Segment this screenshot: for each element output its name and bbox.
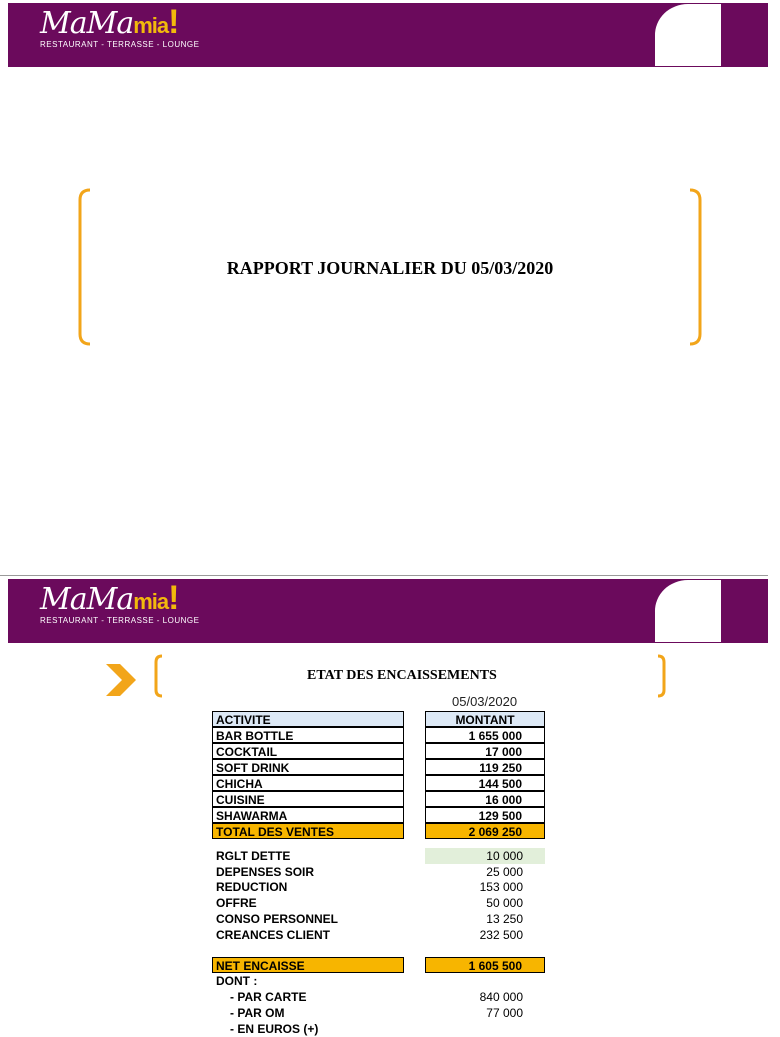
brand-exclamation: ! xyxy=(168,3,179,41)
activity-label: SHAWARMA xyxy=(212,807,404,823)
brand-tagline: RESTAURANT - TERRASSE - LOUNGE xyxy=(40,40,200,49)
brand-name-part2: mia xyxy=(133,589,169,614)
activity-amount: 16 000 xyxy=(425,791,545,807)
activity-label: CUISINE xyxy=(212,791,404,807)
payment-label: - PAR OM xyxy=(230,1006,285,1020)
brand-name-part1: MaMa xyxy=(40,582,134,617)
activity-label: CHICHA xyxy=(212,775,404,791)
activity-label: COCKTAIL xyxy=(212,743,404,759)
report-date: 05/03/2020 xyxy=(452,694,518,709)
chevron-right-icon xyxy=(106,664,136,696)
activity-label: BAR BOTTLE xyxy=(212,727,404,743)
header-drop-shape xyxy=(655,580,721,642)
brand-name-part2: mia xyxy=(133,13,169,38)
total-sales-amount: 2 069 250 xyxy=(425,823,545,839)
adjustment-amount: 153 000 xyxy=(479,880,523,894)
brand-name-part1: MaMa xyxy=(40,6,134,41)
payment-label: - EN EUROS (+) xyxy=(230,1022,319,1036)
report-title: RAPPORT JOURNALIER DU 05/03/2020 xyxy=(226,258,554,278)
net-cashed-label: NET ENCAISSE xyxy=(212,957,404,973)
adjustment-label: CREANCES CLIENT xyxy=(216,928,331,942)
activity-amount: 1 655 000 xyxy=(425,727,545,743)
activity-amount: 144 500 xyxy=(425,775,545,791)
left-bracket xyxy=(152,654,164,698)
column-header-montant: MONTANT xyxy=(425,711,545,727)
brand-logo xyxy=(40,579,200,625)
payment-label: - PAR CARTE xyxy=(230,990,307,1004)
activity-amount: 17 000 xyxy=(425,743,545,759)
adjustment-amount: 25 000 xyxy=(486,865,523,879)
dont-label: DONT : xyxy=(216,974,258,988)
adjustment-amount: 50 000 xyxy=(486,896,523,910)
brand-logo xyxy=(40,3,200,49)
header-bar xyxy=(0,0,768,70)
adjustment-label: DEPENSES SOIR xyxy=(216,865,315,879)
adjustment-amount: 10 000 xyxy=(425,848,545,864)
adjustment-amount: 232 500 xyxy=(479,928,523,942)
net-cashed-amount: 1 605 500 xyxy=(425,957,545,973)
column-header-activite: ACTIVITE xyxy=(212,711,404,727)
payment-amount: 77 000 xyxy=(486,1006,523,1020)
adjustment-label: OFFRE xyxy=(216,896,257,910)
payment-amount: 840 000 xyxy=(479,990,523,1004)
activity-amount: 129 500 xyxy=(425,807,545,823)
activity-amount: 119 250 xyxy=(425,759,545,775)
adjustment-label: REDUCTION xyxy=(216,880,288,894)
section-heading: ETAT DES ENCAISSEMENTS xyxy=(307,668,497,683)
adjustment-label: CONSO PERSONNEL xyxy=(216,912,339,926)
activity-label: SOFT DRINK xyxy=(212,759,404,775)
adjustment-label: RGLT DETTE xyxy=(216,849,291,863)
brand-exclamation: ! xyxy=(168,579,179,617)
adjustment-amount: 13 250 xyxy=(486,912,523,926)
brand-tagline: RESTAURANT - TERRASSE - LOUNGE xyxy=(40,616,200,625)
slide-receipts xyxy=(0,575,768,1036)
header-drop-shape xyxy=(655,4,721,66)
right-bracket xyxy=(656,654,668,698)
header-bar xyxy=(0,576,768,646)
total-sales-label: TOTAL DES VENTES xyxy=(212,823,404,839)
